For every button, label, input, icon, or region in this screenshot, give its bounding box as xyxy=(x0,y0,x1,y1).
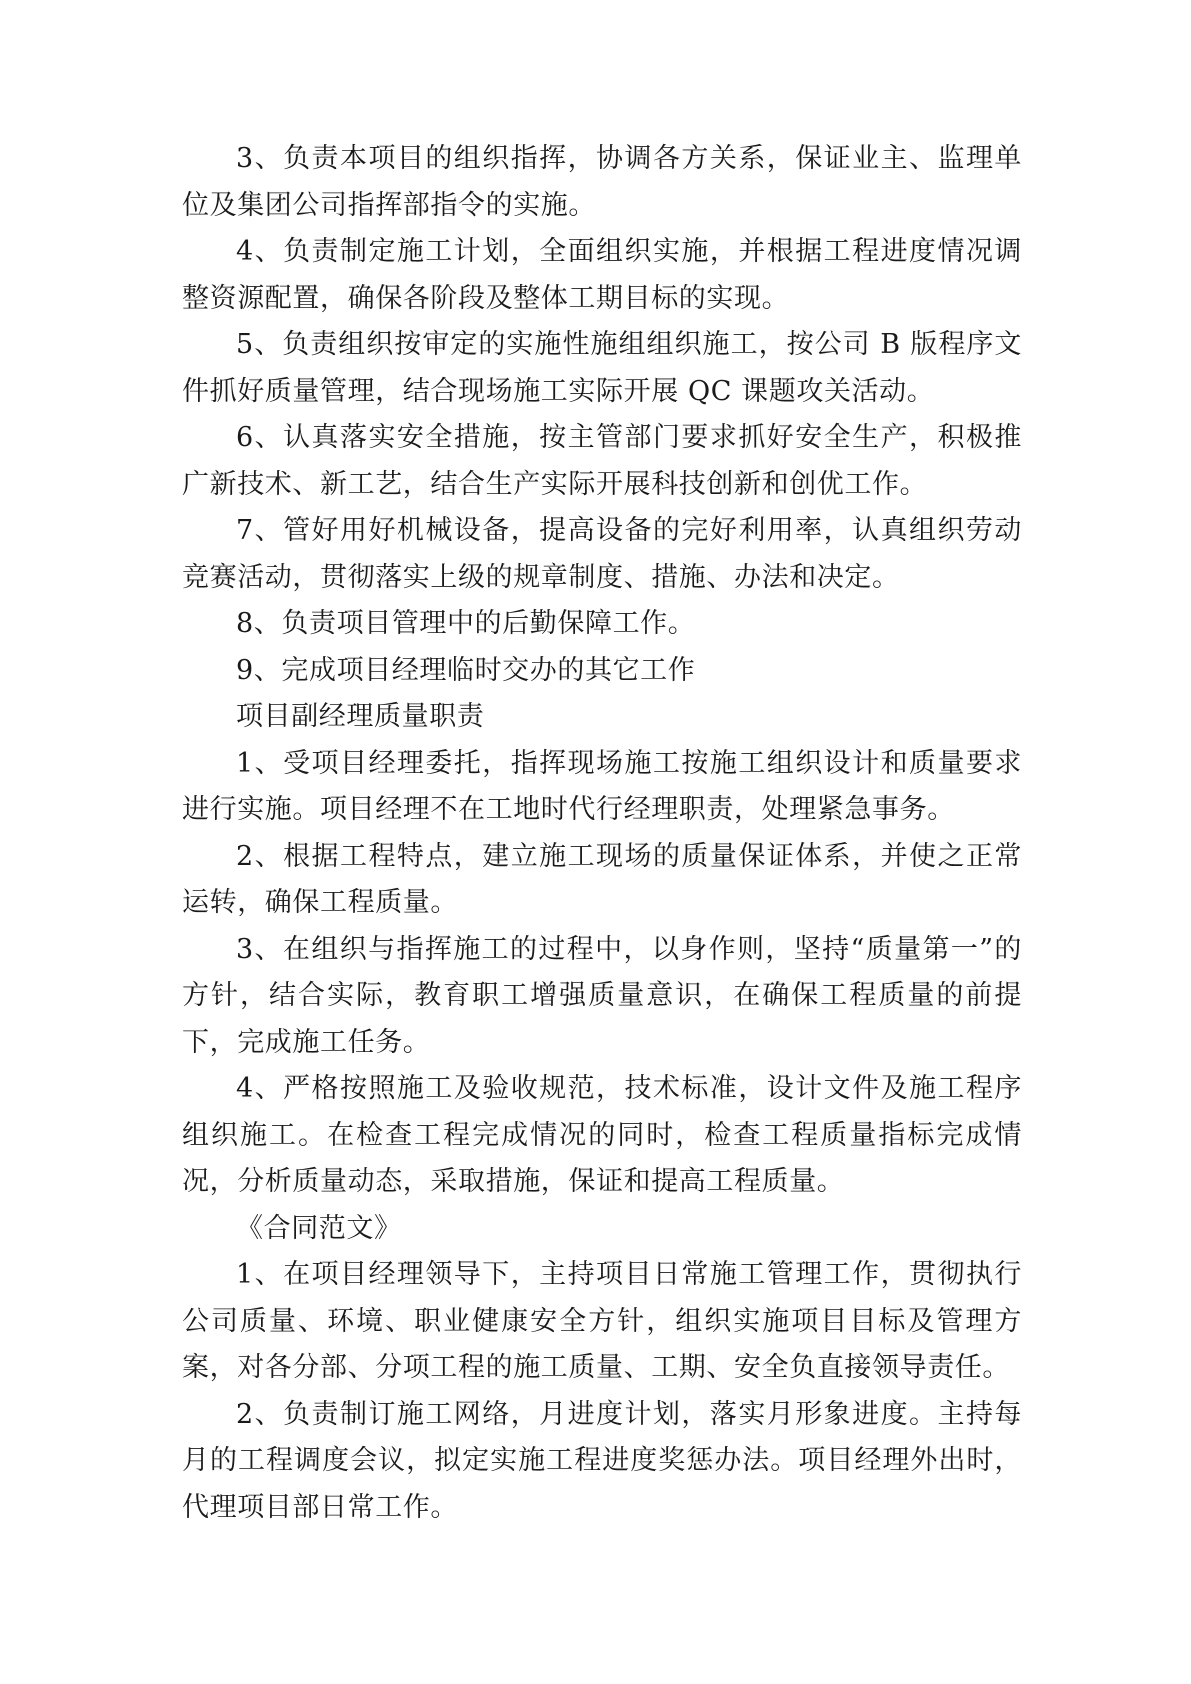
paragraph-deputy-duty-1: 1、受项目经理委托，指挥现场施工按施工组织设计和质量要求进行实施。项目经理不在工地时代行经理职责，处理紧急事务。 xyxy=(182,747,1022,825)
paragraph-deputy-duty-2: 2、根据工程特点，建立施工现场的质量保证体系，并使之正常运转，确保工程质量。 xyxy=(182,840,1022,918)
section-heading-deputy-manager: 项目副经理质量职责 xyxy=(236,701,485,732)
paragraph-duty-8: 8、负责项目管理中的后勤保障工作。 xyxy=(236,608,696,639)
paragraph-contract-duty-1: 1、在项目经理领导下，主持项目日常施工管理工作，贯彻执行公司质量、环境、职业健康安全方针，组织实施项目目标及管理方案，对各分部、分项工程的施工质量、工期、安全负直接领导责任。 xyxy=(182,1259,1022,1383)
paragraph-duty-9: 9、完成项目经理临时交办的其它工作 xyxy=(236,654,696,686)
paragraph-deputy-duty-4: 4、严格按照施工及验收规范，技术标准，设计文件及施工程序组织施工。在检查工程完成情况的同时，检查工程质量指标完成情况，分析质量动态，采取措施，保证和提高工程质量。 xyxy=(182,1073,1022,1197)
section-title-contract-template: 《合同范文》 xyxy=(236,1212,402,1244)
paragraph-duty-7: 7、管好用好机械设备，提高设备的完好利用率，认真组织劳动竞赛活动，贯彻落实上级的规章制度、措施、办法和决定。 xyxy=(182,515,1022,593)
paragraph-duty-3: 3、负责本项目的组织指挥，协调各方关系，保证业主、监理单位及集团公司指挥部指令的实施。 xyxy=(182,143,1022,221)
paragraph-deputy-duty-3: 3、在组织与指挥施工的过程中，以身作则，坚持“质量第一”的方针，结合实际，教育职工增强质量意识，在确保工程质量的前提下，完成施工任务。 xyxy=(182,933,1022,1058)
paragraph-duty-5: 5、负责组织按审定的实施性施组组织施工，按公司 B 版程序文件抓好质量管理，结合现场施工实际开展 QC 课题攻关活动。 xyxy=(182,329,1022,407)
document-body xyxy=(182,136,1022,1531)
paragraph-duty-6: 6、认真落实安全措施，按主管部门要求抓好安全生产，积极推广新技术、新工艺，结合生产实际开展科技创新和创优工作。 xyxy=(182,422,1022,500)
paragraph-contract-duty-2: 2、负责制订施工网络，月进度计划，落实月形象进度。主持每月的工程调度会议，拟定实施工程进度奖惩办法。项目经理外出时，代理项目部日常工作。 xyxy=(182,1398,1022,1523)
paragraph-duty-4: 4、负责制定施工计划，全面组织实施，并根据工程进度情况调整资源配置，确保各阶段及整体工期目标的实现。 xyxy=(182,236,1022,314)
